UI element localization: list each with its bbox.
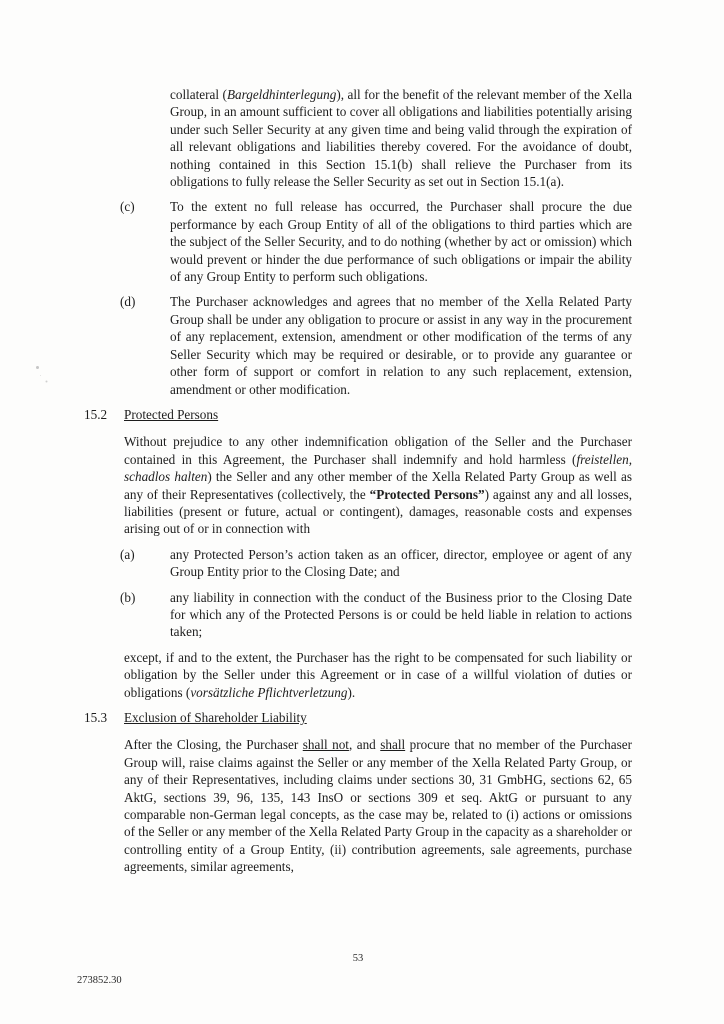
list-item-c xyxy=(120,198,632,285)
clause-text: ) against any and all losses, liabilities (present or future, actual or contingent), damages, reasonable costs and expenses arising out of or in connection with xyxy=(124,486,633,537)
section-number: 15.3 xyxy=(84,710,108,725)
list-item-label: (b) xyxy=(120,589,136,605)
clause-text: ), all for the benefit of the relevant member of the Xella Group, in an amount sufficient to cover all obligations and liabilities potentially arising under such Seller Security at any given time and being valid through the expiration of all relevant obligations and liabilities thereby covered. For the avoidance of doubt, nothing contained in this Section 15.1(b) shall relieve the Purchaser from its obligations to fully release the Seller Security as set out in Section 15.1(a). xyxy=(170,87,632,190)
list-item-text: To the extent no full release has occurred, the Purchaser shall procure the due performance by each Group Entity of all of the obligations to third parties which are the subject of the Seller Security, and to do nothing (whether by act or omission) which would prevent or hinder the due performance of such obligations or impair the ability of any Group Entity to perform such obligations. xyxy=(170,199,632,285)
document-body xyxy=(84,86,632,884)
section-15-2-heading xyxy=(84,406,632,423)
defined-term: “Protected Persons” xyxy=(369,486,485,502)
german-term: Bargeldhinterlegung xyxy=(226,87,337,102)
underlined-phrase: shall xyxy=(380,737,406,753)
list-item-text: The Purchaser acknowledges and agrees that no member of the Xella Related Party Group shall be under any obligation to procure or assist in any way in the procurement of any replacement, extension, amendment or other modification of the terms of any Seller Security which may be required or desirable, or to provide any guarantee or other form of support or comfort in relation to any such replacement, extension, amendment or other modification. xyxy=(170,294,632,397)
clause-text: , and xyxy=(348,737,381,753)
scan-artifact xyxy=(36,366,39,369)
paragraph-15-3-body xyxy=(124,736,632,875)
list-item-label: (a) xyxy=(120,546,135,562)
clause-text: except, if and to the extent, the Purchaser has the right to be compensated for such liability or obligation by the Seller under this Agreement or in case of a willful violation of duties or obligations ( xyxy=(124,649,632,700)
section-title: Exclusion of Shareholder Liability xyxy=(124,710,307,725)
clause-text: After the Closing, the Purchaser xyxy=(124,737,303,753)
paragraph-15-2-except xyxy=(124,649,632,701)
underlined-phrase: shall not xyxy=(302,737,349,753)
document-reference: 273852.30 xyxy=(77,975,122,986)
section-number: 15.2 xyxy=(84,406,108,422)
list-item-label: (d) xyxy=(120,294,136,310)
german-term: vorsätzliche Pflichtverletzung xyxy=(190,684,348,700)
clause-15-1-b-continuation xyxy=(170,86,632,190)
paragraph-15-2-intro xyxy=(124,433,632,537)
clause-text: collateral ( xyxy=(170,87,227,102)
list-item-a xyxy=(120,546,632,581)
list-item-text: any liability in connection with the conduct of the Business prior to the Closing Date for which any of the Protected Persons is or could be held liable in relation to actions taken; xyxy=(170,589,632,640)
page-number: 53 xyxy=(352,953,364,964)
section-title: Protected Persons xyxy=(124,406,219,422)
clause-text: procure that no member of the Purchaser Group will, raise claims against the Seller or any member of the Xella Related Party Group, or any of their Representatives, including claims under sections 30, 31 GmbHG, sections 62, 65 AktG, sections 39, 96, 135, 143 InsO or sections 309 et seq. AktG or pursuant to any comparable non-German legal concepts, as the case may be, related to (i) actions or omissions of the Seller or any member of the Xella Related Party Group in the capacity as a shareholder or controlling entity of a Group Entity, (ii) contribution agreements, sale agreements, purchase agreements, similar agreements, xyxy=(124,737,632,875)
list-item-text: any Protected Person’s action taken as an officer, director, employee or agent of any Group Entity prior to the Closing Date; and xyxy=(170,546,632,580)
german-term: freistellen, schadlos halten xyxy=(124,451,632,485)
clause-text: ) the Seller and any other member of the Xella Related Party Group as well as any of their Representatives (collectively, the xyxy=(124,469,632,502)
list-item-label: (c) xyxy=(120,199,135,215)
clause-text: Without prejudice to any other indemnification obligation of the Seller and the Purchaser contained in this Agreement, the Purchaser shall indemnify and hold harmless ( xyxy=(124,434,632,467)
section-15-3-heading xyxy=(84,709,632,726)
list-item-d xyxy=(120,293,632,397)
list-item-b xyxy=(120,589,632,641)
clause-text: ). xyxy=(347,684,356,700)
